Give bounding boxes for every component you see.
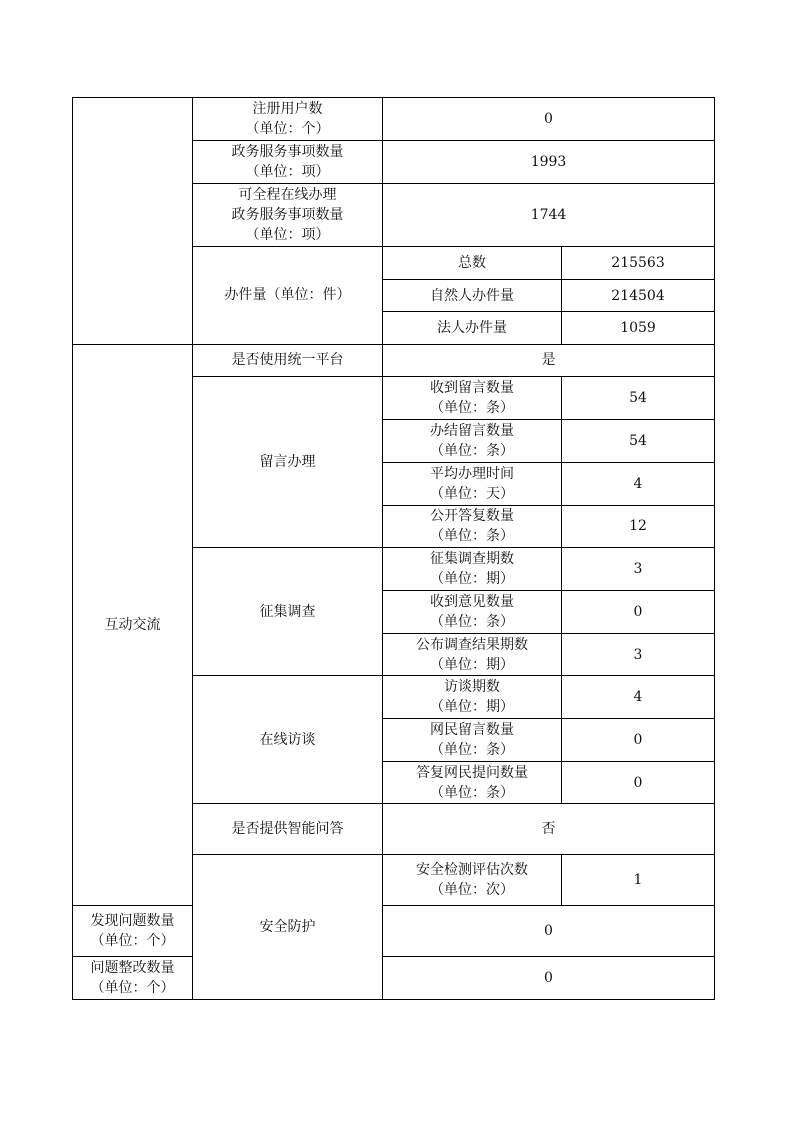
label-cell: 政务服务事项数量 （单位：项）: [193, 141, 383, 184]
label-cell: 是否使用统一平台: [193, 344, 383, 376]
statistics-table: [72, 97, 715, 1000]
sub-label-cell: 自然人办件量: [383, 280, 562, 312]
value-cell: 1059: [562, 312, 715, 344]
label-cell: 发现问题数量 （单位：个）: [73, 905, 193, 956]
sub-label-cell: 法人办件量: [383, 312, 562, 344]
table-row: [73, 98, 715, 141]
label-cell: 问题整改数量 （单位：个）: [73, 956, 193, 999]
value-cell: 214504: [562, 280, 715, 312]
sub-label-cell: 征集调查期数 （单位：期）: [383, 547, 562, 590]
label-cell-interview: 在线访谈: [193, 676, 383, 804]
sub-label-cell: 答复网民提问数量 （单位：条）: [383, 762, 562, 804]
value-cell: 是: [383, 344, 715, 376]
section-cell-service: [73, 98, 193, 345]
section-cell-interaction: 互动交流: [73, 344, 193, 905]
value-cell: 1744: [383, 184, 715, 247]
value-cell: 0: [383, 98, 715, 141]
sub-label-cell: 网民留言数量 （单位：条）: [383, 719, 562, 762]
value-cell: 3: [562, 634, 715, 676]
sub-label-cell: 公开答复数量 （单位：条）: [383, 505, 562, 547]
value-cell: 54: [562, 376, 715, 419]
value-cell: 12: [562, 505, 715, 547]
value-cell: 否: [383, 804, 715, 854]
value-cell: 1: [562, 854, 715, 905]
value-cell: 0: [562, 591, 715, 634]
value-cell: 215563: [562, 247, 715, 280]
sub-label-cell: 公布调查结果期数 （单位：期）: [383, 634, 562, 676]
value-cell: 0: [383, 905, 715, 956]
sub-label-cell: 收到意见数量 （单位：条）: [383, 591, 562, 634]
sub-label-cell: 访谈期数 （单位：期）: [383, 676, 562, 719]
value-cell: 0: [562, 762, 715, 804]
value-cell: 54: [562, 419, 715, 462]
value-cell: 0: [562, 719, 715, 762]
label-cell-messages: 留言办理: [193, 376, 383, 547]
sub-label-cell: 收到留言数量 （单位：条）: [383, 376, 562, 419]
table-row: [73, 956, 715, 999]
value-cell: 0: [383, 956, 715, 999]
label-cell-cases: 办件量（单位：件）: [193, 247, 383, 344]
value-cell: 3: [562, 547, 715, 590]
label-cell-survey: 征集调查: [193, 547, 383, 675]
table-row: [73, 905, 715, 956]
label-cell: 安全检测评估次数 （单位：次）: [383, 854, 562, 905]
label-cell: 是否提供智能问答: [193, 804, 383, 854]
sub-label-cell: 平均办理时间 （单位：天）: [383, 462, 562, 505]
section-cell-security: 安全防护: [193, 854, 383, 999]
table-row: [73, 344, 715, 376]
label-cell: 可全程在线办理 政务服务事项数量 （单位：项）: [193, 184, 383, 247]
value-cell: 1993: [383, 141, 715, 184]
sub-label-cell: 办结留言数量 （单位：条）: [383, 419, 562, 462]
sub-label-cell: 总数: [383, 247, 562, 280]
label-cell: 注册用户数 （单位：个）: [193, 98, 383, 141]
value-cell: 4: [562, 676, 715, 719]
value-cell: 4: [562, 462, 715, 505]
